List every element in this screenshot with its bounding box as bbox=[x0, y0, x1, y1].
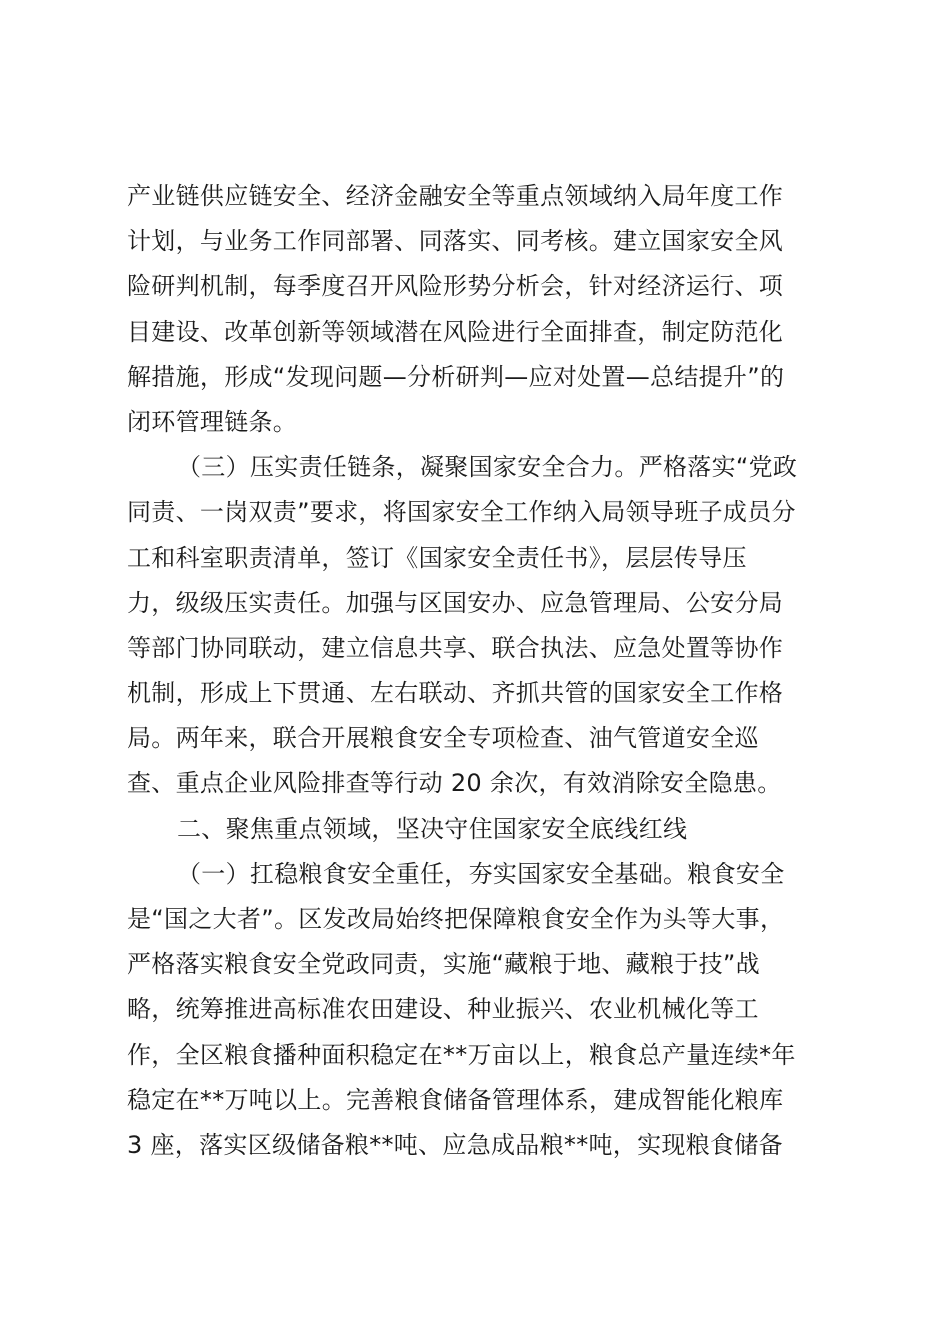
document-body bbox=[127, 174, 837, 1168]
text-line: 机制，形成上下贯通、左右联动、齐抓共管的国家安全工作格 bbox=[127, 679, 784, 708]
text-line: 是“国之大者”。区发改局始终把保障粮食安全作为头等大事， bbox=[127, 905, 785, 933]
chapter-heading-two: 二、聚焦重点领域，坚决守住国家安全底线红线 bbox=[177, 814, 688, 843]
text-line: 等部门协同联动，建立信息共享、联合执法、应急处置等协作 bbox=[127, 633, 784, 662]
text-line: 3 座，落实区级储备粮**吨、应急成品粮**吨，实现粮食储备 bbox=[127, 1130, 783, 1159]
text-line: 解措施，形成“发现问题—分析研判—应对处置—总结提升”的 bbox=[127, 362, 785, 391]
text-line: 产业链供应链安全、经济金融安全等重点领域纳入局年度工作 bbox=[127, 182, 784, 210]
text-line: 作，全区粮食播种面积稳定在**万亩以上，粮食总产量连续*年 bbox=[127, 1040, 796, 1069]
text-line: 严格落实粮食安全党政同责，实施“藏粮于地、藏粮于技”战 bbox=[127, 950, 760, 979]
section-heading-one: （一）扛稳粮食安全重任，夯实国家安全基础。粮食安全 bbox=[177, 859, 785, 888]
text-line: 稳定在**万吨以上。完善粮食储备管理体系，建成智能化粮库 bbox=[127, 1085, 784, 1114]
text-line: 局。两年来，联合开展粮食安全专项检查、油气管道安全巡 bbox=[127, 724, 759, 753]
text-line: 查、重点企业风险排查等行动 20 余次，有效消除安全隐患。 bbox=[127, 769, 782, 798]
text-line: 计划，与业务工作同部署、同落实、同考核。建立国家安全风 bbox=[127, 227, 784, 256]
section-heading-three: （三）压实责任链条，凝聚国家安全合力。严格落实“党政 bbox=[177, 453, 798, 482]
text-line: 略，统筹推进高标准农田建设、种业振兴、农业机械化等工 bbox=[127, 995, 759, 1024]
text-line: 目建设、改革创新等领域潜在风险进行全面排查，制定防范化 bbox=[127, 317, 784, 346]
text-line: 力，级级压实责任。加强与区国安办、应急管理局、公安分局 bbox=[127, 588, 784, 617]
text-line: 同责、一岗双责”要求，将国家安全工作纳入局领导班子成员分 bbox=[127, 498, 796, 527]
text-line: 工和科室职责清单，签订《国家安全责任书》，层层传导压 bbox=[127, 543, 747, 572]
text-line: 险研判机制，每季度召开风险形势分析会，针对经济运行、项 bbox=[127, 272, 784, 301]
text-line: 闭环管理链条。 bbox=[127, 407, 298, 436]
